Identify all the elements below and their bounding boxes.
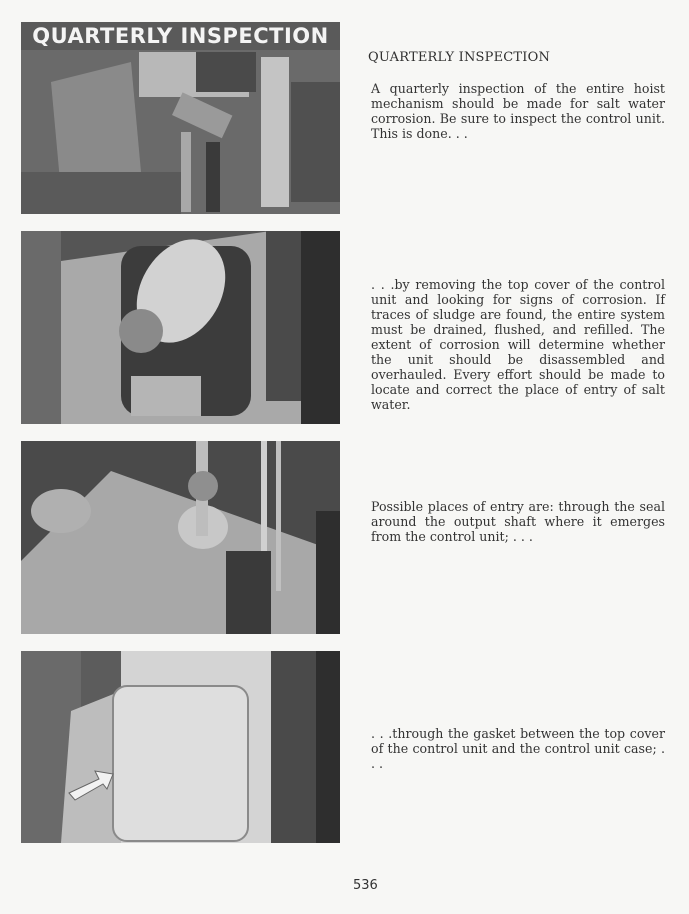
page-number: 536	[353, 878, 378, 893]
output-shaft-illustration	[21, 441, 340, 634]
top-cover-gasket-illustration	[21, 651, 340, 843]
banner-title: QUARTERLY INSPECTION	[21, 22, 340, 50]
output-shaft-seal-photo	[21, 441, 340, 634]
section-heading: QUARTERLY INSPECTION	[368, 50, 551, 65]
hoist-mechanism-photo	[21, 22, 340, 214]
control-unit-illustration	[21, 231, 340, 424]
paragraph-top-cover-gasket: . . .through the gasket between the top cover of the control unit and the control unit case; . . .	[371, 726, 665, 771]
paragraph-removing-top-cover: . . .by removing the top cover of the control unit and looking for signs of corrosion. If traces of sludge are found, the entire system must be drained, flushed, and refilled. The extent of corrosion will determine whether the unit should be disassembled and overhauled. Every effort should be made to locate and correct the place of entry of salt water.	[371, 277, 665, 412]
top-cover-gasket-photo	[21, 651, 340, 843]
hoist-mechanism-illustration	[21, 22, 340, 214]
paragraph-quarterly-inspection-intro: A quarterly inspection of the entire hoist mechanism should be made for salt water corrosion. Be sure to inspect the control unit. This is done. . .	[371, 81, 665, 141]
control-unit-top-cover-removed-photo	[21, 231, 340, 424]
paragraph-output-shaft-seal: Possible places of entry are: through the seal around the output shaft where it emerges from the control unit; . . .	[371, 499, 665, 544]
